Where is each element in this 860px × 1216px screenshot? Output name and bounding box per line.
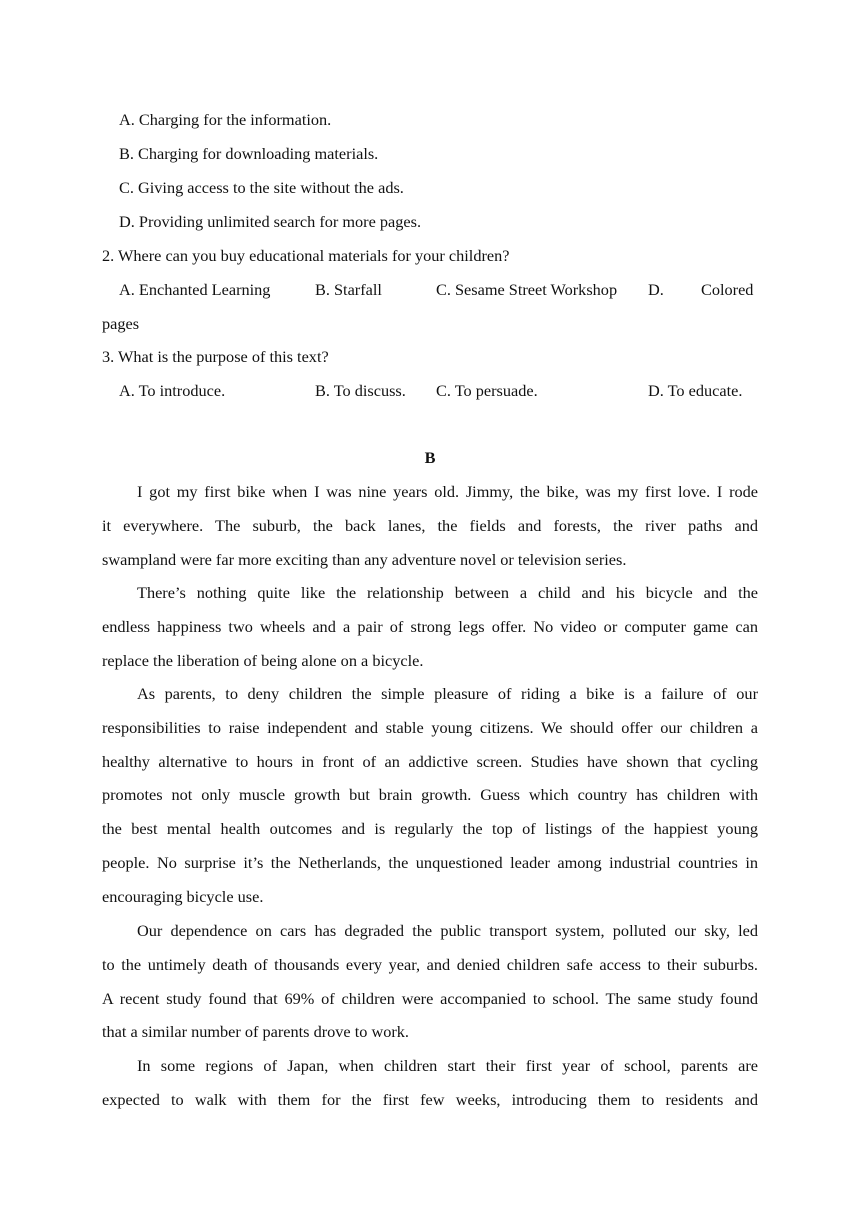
paragraph-line: There’s nothing quite like the relationship between a child and his bicycle and the (137, 583, 758, 602)
paragraph-line: In some regions of Japan, when children start their first year of school, parents are (137, 1056, 758, 1075)
q3-option-d: D. To educate. (648, 381, 743, 400)
q1-option-a: A. Charging for the information. (119, 110, 332, 129)
paragraph-line: endless happiness two wheels and a pair of strong legs offer. No video or computer game can (102, 616, 758, 636)
q2-option-d-continued: pages (102, 314, 140, 333)
paragraph-line: A recent study found that 69% of children were accompanied to school. The same study found (102, 988, 758, 1008)
q2-question: 2. Where can you buy educational materials for your children? (102, 246, 510, 265)
paragraph-line: to the untimely death of thousands every year, and denied children safe access to their suburbs. (102, 954, 758, 974)
q1-option-c: C. Giving access to the site without the ads. (119, 178, 404, 197)
paragraph-line: promotes not only muscle growth but brain growth. Guess which country has children with (102, 785, 758, 805)
q2-options-row (0, 280, 860, 300)
q2-option-c: C. Sesame Street Workshop (436, 280, 618, 299)
paragraph-line: As parents, to deny children the simple pleasure of riding a bike is a failure of our (137, 684, 758, 703)
q2-option-d-letter: D. (648, 280, 664, 299)
paragraph-line: encouraging bicycle use. (102, 886, 264, 906)
q3-question: 3. What is the purpose of this text? (102, 347, 329, 366)
paragraph-line: that a similar number of parents drove to work. (102, 1022, 409, 1042)
q3-option-a: A. To introduce. (119, 381, 226, 400)
paragraph-line: I got my first bike when I was nine years old. Jimmy, the bike, was my first love. I rode (137, 482, 758, 501)
paragraph-line: replace the liberation of being alone on a bicycle. (102, 650, 424, 670)
paragraph-4 (102, 914, 758, 1049)
q1-option-b: B. Charging for downloading materials. (119, 144, 379, 163)
q3-option-c: C. To persuade. (436, 381, 538, 400)
paragraph-line: the best mental health outcomes and is regularly the top of listings of the happiest young (102, 819, 758, 839)
q3-option-b: B. To discuss. (315, 381, 406, 400)
paragraph-line: it everywhere. The suburb, the back lanes, the fields and forests, the river paths and (102, 515, 758, 535)
paragraph-5 (102, 1049, 758, 1117)
paragraph-1 (102, 475, 758, 576)
q2-option-b: B. Starfall (315, 280, 382, 299)
q2-option-a: A. Enchanted Learning (119, 280, 271, 299)
paragraph-line: swampland were far more exciting than any adventure novel or television series. (102, 549, 627, 569)
q2-option-d-text: Colored (701, 280, 754, 299)
section-heading: B (424, 448, 436, 467)
paragraph-line: responsibilities to raise independent and stable young citizens. We should offer our children a (102, 717, 758, 737)
paragraph-line: Our dependence on cars has degraded the public transport system, polluted our sky, led (137, 921, 758, 940)
paragraph-3 (102, 677, 758, 914)
paragraph-line: healthy alternative to hours in front of an addictive screen. Studies have shown that cycling (102, 751, 758, 771)
paragraph-line: expected to walk with them for the first few weeks, introducing them to residents and (102, 1089, 758, 1109)
q3-options-row (0, 381, 860, 401)
paragraph-2 (102, 576, 758, 677)
paragraph-line: people. No surprise it’s the Netherlands, the unquestioned leader among industrial countries in (102, 852, 758, 872)
q1-option-d: D. Providing unlimited search for more pages. (119, 212, 422, 231)
